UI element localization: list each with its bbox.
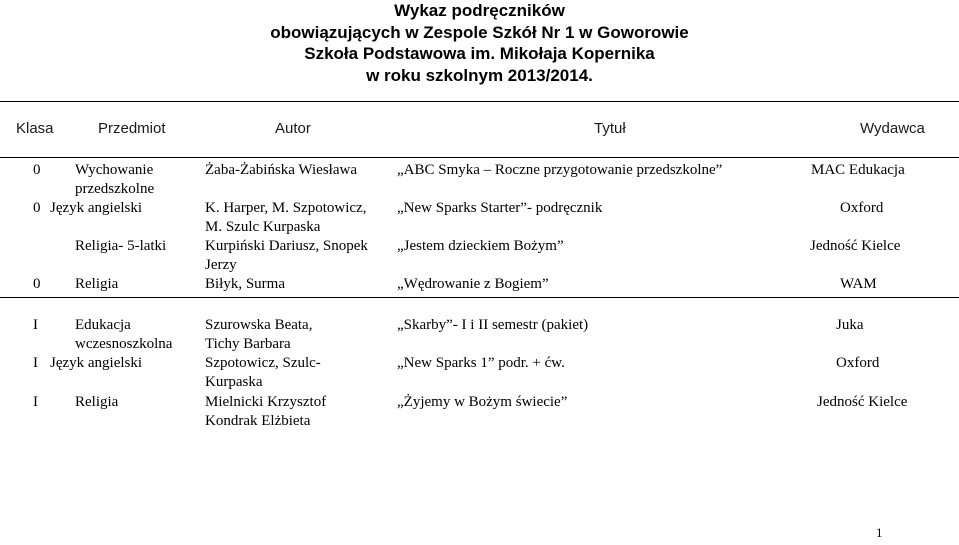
cell-przedmiot-line: Język angielski	[50, 355, 143, 371]
cell-wydawca: Jedność Kielce	[810, 238, 901, 254]
title-line-2: obowiązujących w Zespole Szkół Nr 1 w Goworowie	[270, 22, 689, 42]
header-wydawca: Wydawca	[860, 120, 925, 137]
cell-tytul: „Żyjemy w Bożym świecie”	[397, 394, 568, 410]
header-przedmiot: Przedmiot	[98, 120, 166, 137]
cell-autor-line: Żaba-Żabińska Wiesława	[205, 162, 357, 178]
cell-klasa: I	[33, 317, 38, 333]
cell-autor-line: M. Szulc Kurpaska	[205, 219, 321, 235]
title-line-3: Szkoła Podstawowa im. Mikołaja Kopernika	[304, 44, 655, 63]
header-klasa: Klasa	[16, 120, 54, 137]
page-number: 1	[876, 525, 883, 540]
cell-wydawca: WAM	[840, 276, 877, 292]
cell-autor-line: Kurpaska	[205, 374, 263, 390]
cell-klasa: 0	[33, 162, 41, 178]
cell-tytul: „New Sparks 1” podr. + ćw.	[397, 355, 565, 371]
cell-tytul: „Skarby”- I i II semestr (pakiet)	[397, 317, 589, 333]
cell-wydawca: Oxford	[836, 355, 880, 371]
title-line-1: Wykaz podręczników	[394, 1, 565, 20]
cell-klasa: I	[33, 355, 38, 371]
cell-autor-line: Szurowska Beata,	[205, 317, 313, 333]
cell-przedmiot-line: wczesnoszkolna	[75, 336, 173, 352]
cell-tytul: „ABC Smyka – Roczne przygotowanie przedszkolne”	[397, 162, 723, 178]
cell-przedmiot-line: Wychowanie	[75, 162, 154, 178]
cell-klasa: I	[33, 394, 38, 410]
cell-autor-line: Kurpiński Dariusz, Snopek	[205, 238, 368, 254]
document-title	[0, 0, 959, 86]
cell-wydawca: Oxford	[840, 200, 884, 216]
cell-przedmiot-line: Religia- 5-latki	[75, 238, 167, 254]
cell-przedmiot-line: Religia	[75, 276, 119, 292]
cell-klasa: 0	[33, 200, 41, 216]
cell-wydawca: Jedność Kielce	[817, 394, 908, 410]
cell-tytul: „Jestem dzieckiem Bożym”	[397, 238, 564, 254]
cell-przedmiot-line: przedszkolne	[75, 181, 155, 197]
cell-autor-line: Biłyk, Surma	[205, 276, 286, 292]
cell-autor-line: Jerzy	[205, 257, 237, 273]
cell-autor-line: Tichy Barbara	[205, 336, 291, 352]
cell-tytul: „New Sparks Starter”- podręcznik	[397, 200, 603, 216]
cell-przedmiot-line: Język angielski	[50, 200, 143, 216]
title-line-4: w roku szkolnym 2013/2014.	[366, 65, 593, 85]
header-autor: Autor	[275, 120, 311, 137]
cell-wydawca: Juka	[836, 317, 864, 333]
table-top-border	[0, 101, 959, 102]
header-bottom-border	[0, 157, 959, 158]
cell-wydawca: MAC Edukacja	[811, 162, 905, 178]
header-tytul: Tytuł	[594, 120, 626, 137]
cell-tytul: „Wędrowanie z Bogiem”	[397, 276, 549, 292]
cell-przedmiot-line: Edukacja	[75, 317, 131, 333]
cell-klasa: 0	[33, 276, 41, 292]
cell-autor-line: Mielnicki Krzysztof	[205, 394, 327, 410]
cell-autor-line: Kondrak Elżbieta	[205, 413, 311, 429]
cell-autor-line: Szpotowicz, Szulc-	[205, 355, 321, 371]
cell-autor-line: K. Harper, M. Szpotowicz,	[205, 200, 367, 216]
section-divider	[0, 297, 959, 298]
cell-przedmiot-line: Religia	[75, 394, 119, 410]
